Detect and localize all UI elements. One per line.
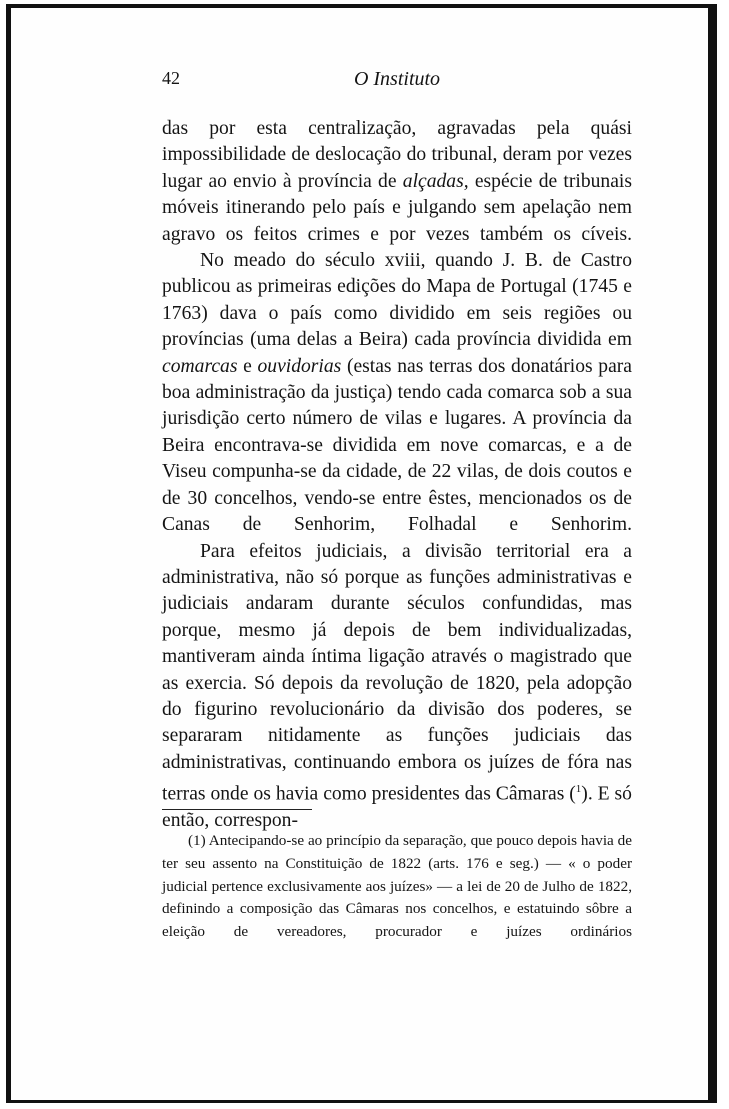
text-run: (estas nas terras dos donatários para boa administração da justiça) tendo cada comarca sob a sua jurisdição certo número de vilas e lugares. A província da Beira encontrava-se dividida em nove comarcas, e a de Viseu compunha-se da cidade, de 22 vilas, de dois coutos e de 30 concelhos, vendo-se entre êstes, mencionados os de Canas de Senhorim, Folhadal e Senhorim. [162,355,632,536]
italic-term: comarcas [162,355,238,377]
footnote-paragraph [162,830,632,944]
footnote [162,830,632,944]
paragraph-3 [162,539,632,835]
italic-term: ouvidorias [257,355,342,377]
footnote-text: Antecipando-se ao princípio da separação, que pouco depois havia de ter seu assento na Constituição de 1822 (arts. 176 e seg.) — « o poder judicial pertence exclusivamente aos juízes» — a lei de 20 de Julho de 1822, definindo a composição das Câmaras nos concelhos, e estatuindo sôbre a eleição de vereadores, procurador e juízes ordinários [162,832,632,941]
italic-term: alçadas, [402,170,469,192]
paragraph-2 [162,248,632,538]
running-head [162,68,632,94]
text-run: das por esta centralização, agravadas pela quási impossibilidade de deslocação do tribunal, deram por vezes lugar ao envio à província de [162,118,632,192]
text-run: No meado do século xviii, quando J. B. de Castro publicou as primeiras edições do Mapa de Portugal (1745 e 1763) dava o país como dividido em seis regiões ou províncias (uma delas a Beira) cada província dividida em [162,250,632,351]
text-run: e [237,355,258,377]
running-title: O Instituto [353,68,441,90]
footnote-rule [162,809,312,810]
body-text [162,116,632,835]
footnote-reference: 1 [575,783,582,796]
text-run: espécie de tribunais móveis itinerando pelo país e julgando sem apelação nem agravo os feitos crimes e por vezes também os cíveis. [162,170,632,245]
page-number: 42 [162,68,180,88]
paragraph-1 [162,116,632,248]
footnote-marker: (1) [188,832,206,849]
text-run: Para efeitos judiciais, a divisão territorial era a administrativa, não só porque as funções administrativas e judiciais andaram durante séculos confundidas, mas porque, mesmo já depois de bem individualizadas, mantiveram ainda íntima ligação através o magistrado que as exercia. Só depois da revolução de 1820, pela adopção do figurino revolucionário da divisão dos poderes, se separaram nitidamente as funções judiciais das administrativas, continuando embora os juízes de fóra nas terras onde os havia como presidentes das Câmaras ( [162,540,632,805]
text-run: ). E só então, correspon- [162,783,632,832]
